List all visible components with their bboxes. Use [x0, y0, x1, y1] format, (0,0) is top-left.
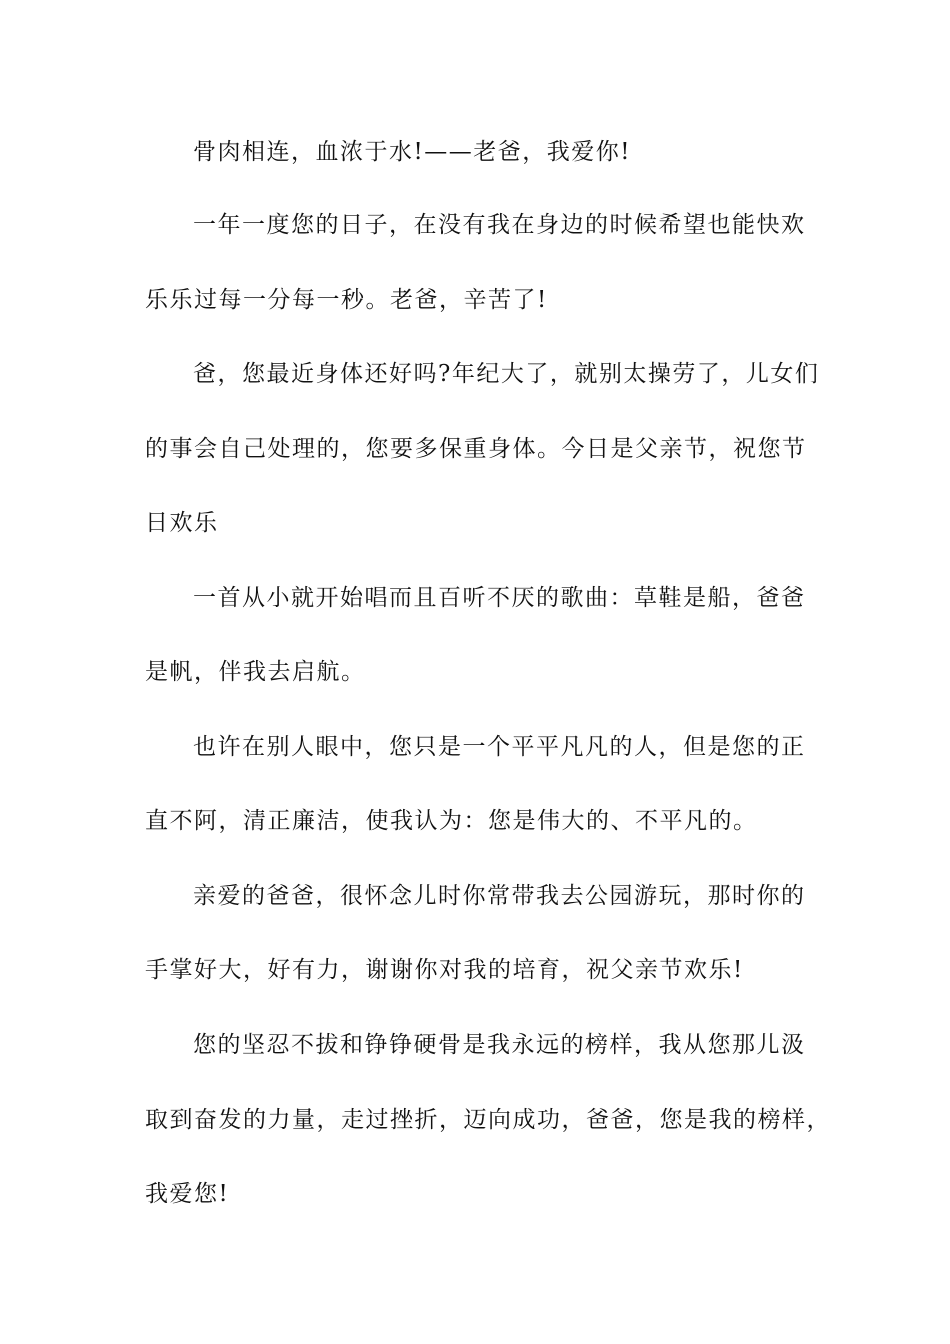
- paragraph-7-line-1: 您的坚忍不拔和铮铮硬骨是我永远的榜样，我从您那儿汲: [193, 1032, 806, 1058]
- paragraph-4-line-1: 一首从小就开始唱而且百听不厌的歌曲：草鞋是船，爸爸: [193, 585, 806, 611]
- paragraph-4-line-2: 是帆，伴我去启航。: [145, 659, 366, 685]
- paragraph-7-line-3: 我爱您!: [145, 1181, 230, 1207]
- paragraph-2-line-1: 一年一度您的日子，在没有我在身边的时候希望也能快欢: [193, 212, 806, 238]
- paragraph-3-line-1: 爸，您最近身体还好吗?年纪大了，就别太操劳了，儿女们: [193, 361, 820, 387]
- paragraph-6-line-1: 亲爱的爸爸，很怀念儿时你常带我去公园游玩，那时你的: [193, 883, 806, 909]
- paragraph-5-line-2: 直不阿，清正廉洁，使我认为：您是伟大的、不平凡的。: [145, 808, 758, 834]
- paragraph-5-line-1: 也许在别人眼中，您只是一个平平凡凡的人，但是您的正: [193, 734, 806, 760]
- paragraph-6-line-2: 手掌好大，好有力，谢谢你对我的培育，祝父亲节欢乐!: [145, 957, 744, 983]
- paragraph-3-line-3: 日欢乐: [145, 510, 219, 536]
- paragraph-2-line-2: 乐乐过每一分每一秒。老爸，辛苦了!: [145, 287, 548, 313]
- paragraph-1-line-1: 骨肉相连，血浓于水!——老爸，我爱你!: [193, 139, 631, 165]
- paragraph-3-line-2: 的事会自己处理的，您要多保重身体。今日是父亲节，祝您节: [145, 436, 807, 462]
- paragraph-7-line-2: 取到奋发的力量，走过挫折，迈向成功，爸爸，您是我的榜样，: [145, 1107, 831, 1133]
